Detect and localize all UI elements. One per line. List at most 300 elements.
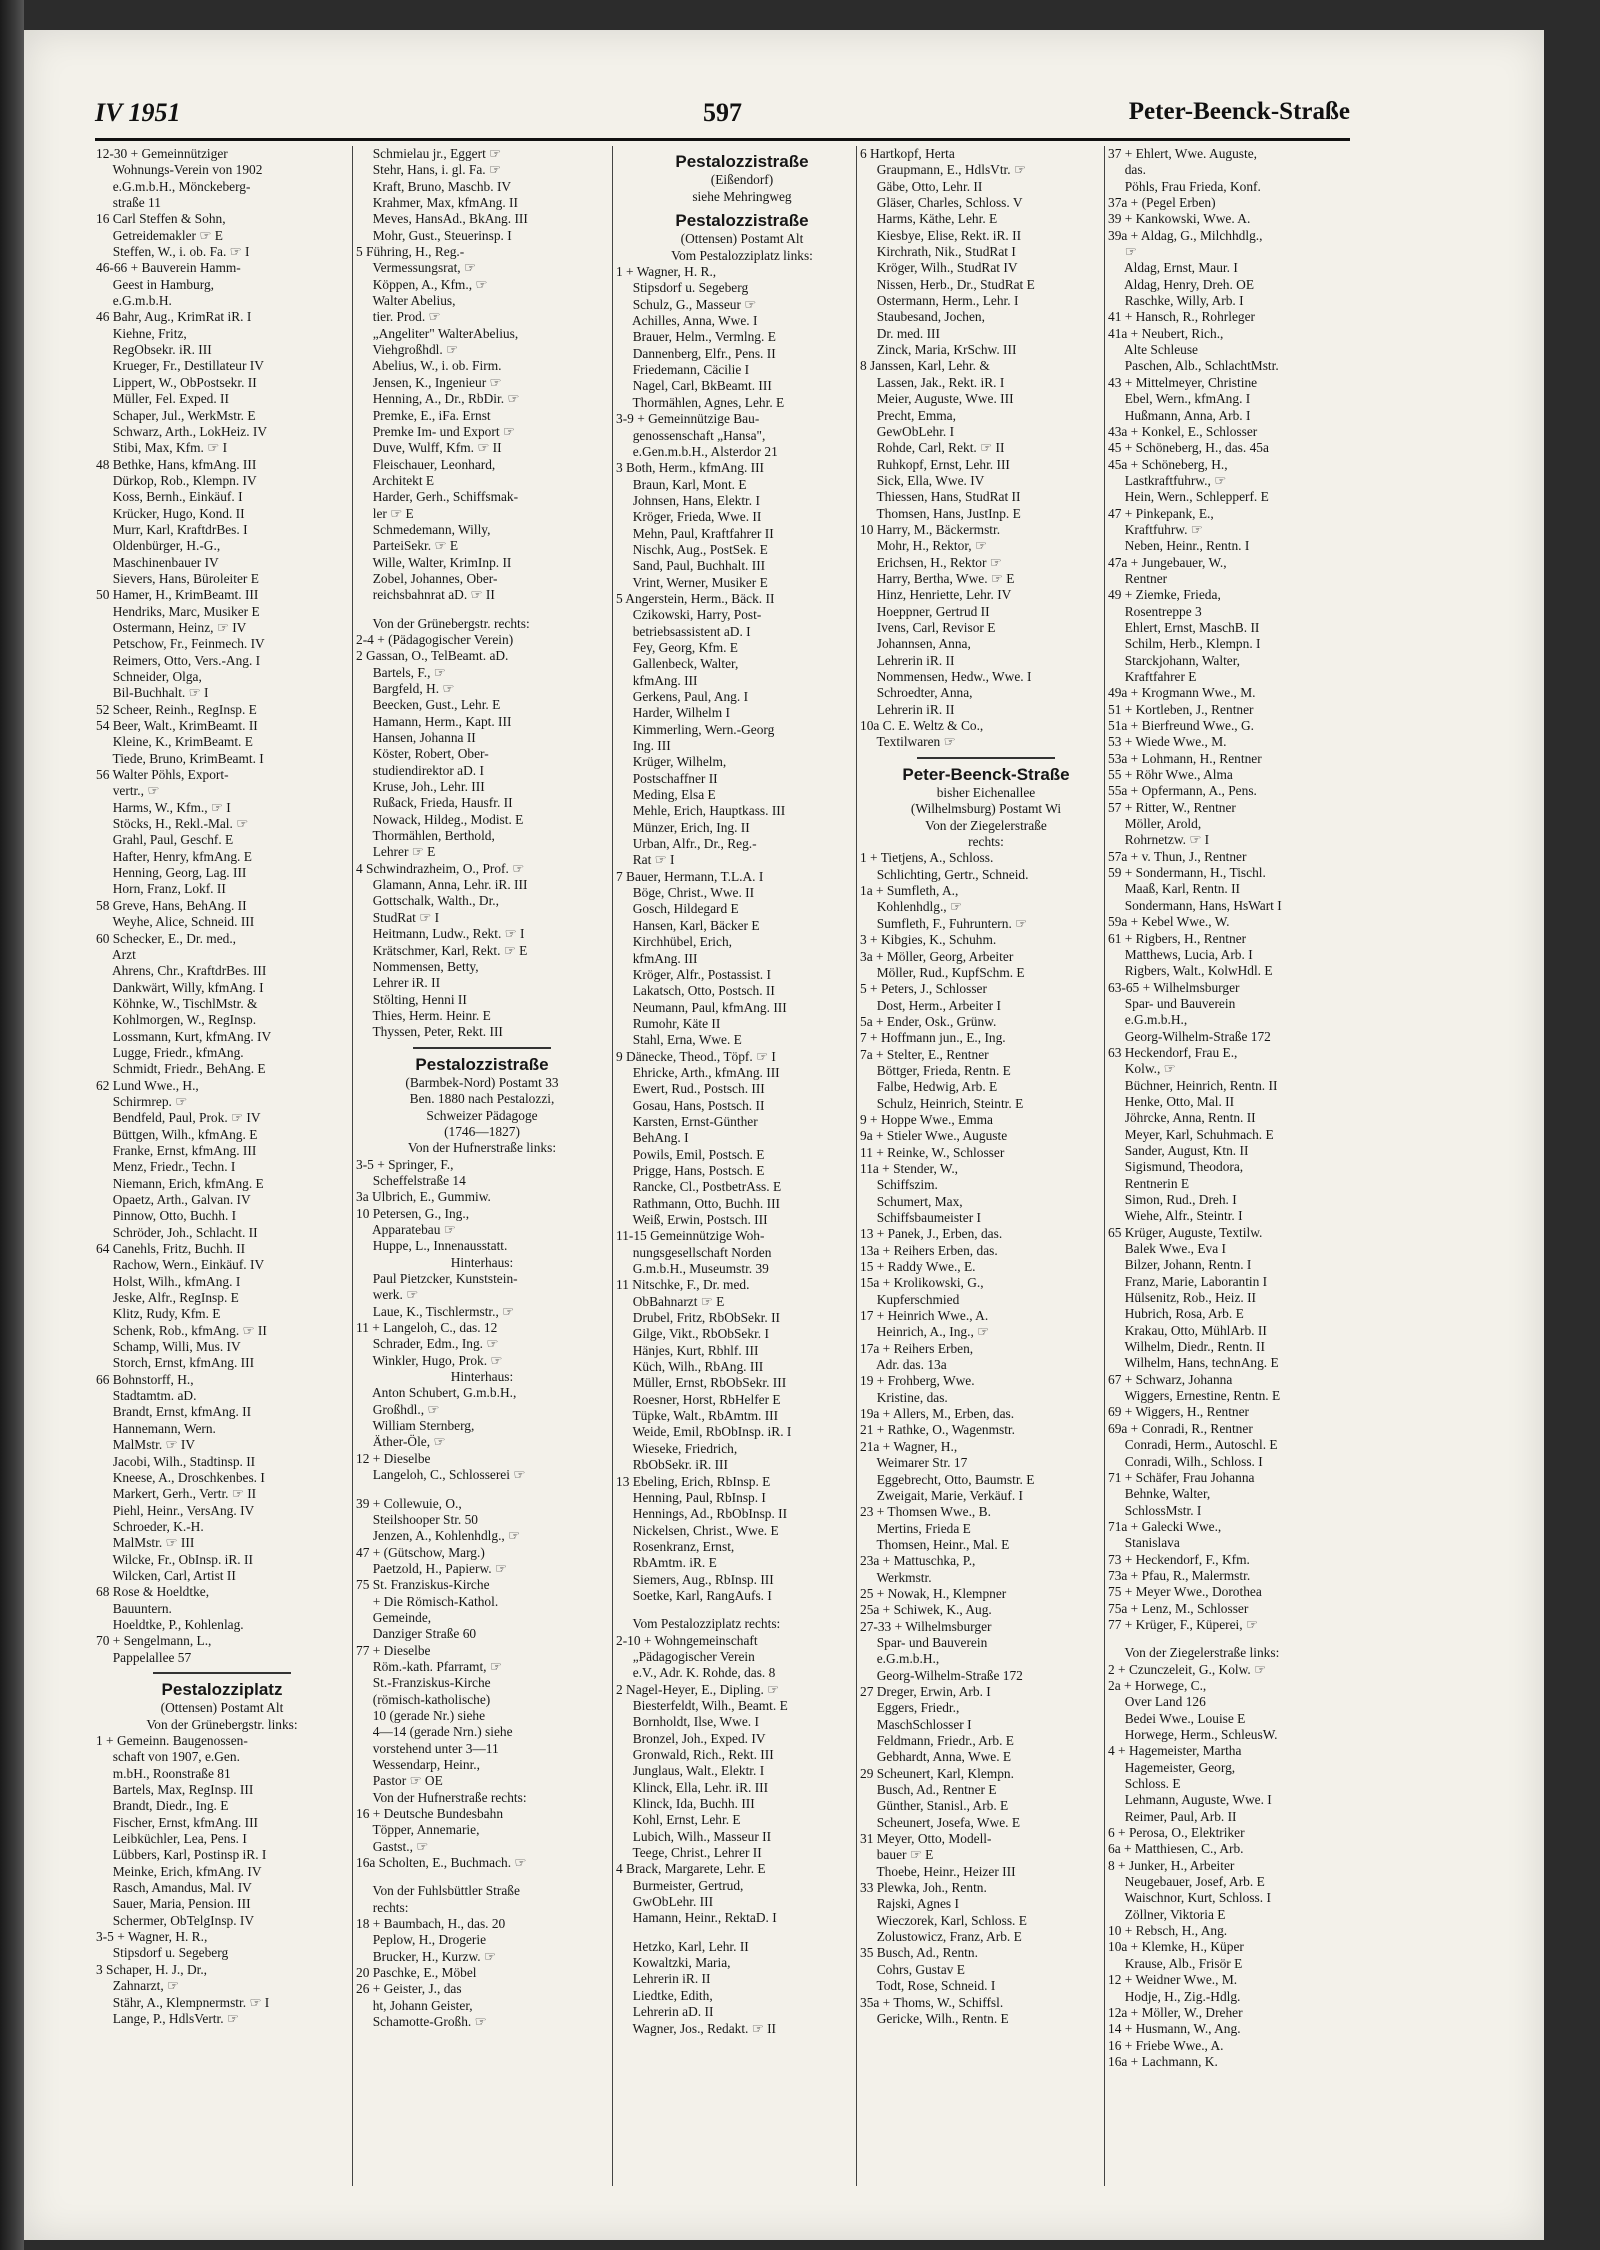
directory-entry: Schmielau jr., Eggert ☞ [356, 146, 502, 161]
directory-entry: Schaper, Jul., WerkMstr. E [96, 407, 256, 423]
directory-entry: Leibküchler, Lea, Pens. I [96, 1831, 247, 1847]
directory-entry: Textilwaren ☞ [860, 734, 956, 750]
directory-entry: Bauuntern. [96, 1600, 172, 1616]
directory-entry: Opaetz, Arth., Galvan. IV [96, 1192, 251, 1207]
directory-entry: 31 Meyer, Otto, Modell- [860, 1831, 992, 1847]
directory-entry: 5 Angerstein, Herm., Bäck. II [616, 590, 775, 606]
directory-entry: m.bH., Roonstraße 81 [96, 1765, 231, 1781]
directory-entry: Johannsen, Anna, [860, 636, 971, 652]
directory-entry: + Die Römisch-Kathol. [356, 1593, 499, 1609]
directory-entry: Hänjes, Kurt, Rbhlf. III [616, 1342, 759, 1358]
directory-entry: Ewert, Rud., Postsch. III [616, 1081, 765, 1097]
directory-entry: MalMstr. ☞ III [96, 1535, 195, 1551]
directory-entry: Nagel, Carl, BkBeamt. III [616, 378, 772, 394]
directory-entry: Soetke, Karl, RangAufs. I [616, 1587, 772, 1603]
directory-entry: 2 Gassan, O., TelBeamt. aD. [356, 648, 509, 664]
directory-entry: Vermessungsrat, ☞ [356, 260, 476, 276]
directory-entry: RbObSekr. iR. III [616, 1457, 728, 1473]
directory-entry: Gottschalk, Walth., Dr., [356, 893, 499, 909]
directory-entry: Lehrerin iR. II [616, 1971, 711, 1987]
directory-entry: Kirchrath, Nik., StudRat I [860, 244, 1016, 260]
spacer [616, 1604, 868, 1616]
directory-entry: Meding, Elsa E [616, 787, 716, 803]
directory-entry: 43 + Mittelmeyer, Christine [1108, 374, 1258, 390]
directory-entry: Schumert, Max, [860, 1193, 963, 1209]
directory-entry: Kristine, das. [860, 1389, 948, 1405]
directory-entry: Hinz, Henriette, Lehr. IV [860, 587, 1012, 603]
directory-entry: Cohrs, Gustav E [860, 1961, 965, 1977]
directory-entry: Dost, Herm., Arbeiter I [860, 997, 1001, 1013]
directory-entry: Conradi, Herm., Autoschl. E [1108, 1437, 1278, 1453]
directory-entry: rechts: [356, 1899, 409, 1915]
directory-entry: 9 Dänecke, Theod., Töpf. ☞ I [616, 1048, 776, 1064]
directory-entry: Fischer, Ernst, kfmAng. III [96, 1814, 258, 1830]
directory-entry: Rigbers, Walt., KolwHdl. E [1108, 963, 1273, 979]
directory-entry: Georg-Wilhelm-Straße 172 [860, 1667, 1023, 1683]
directory-entry: Anton Schubert, G.m.b.H., [356, 1385, 517, 1401]
directory-entry: 15 + Raddy Wwe., E. [860, 1259, 976, 1275]
directory-entry: 3 + Kibgies, K., Schuhm. [860, 932, 997, 948]
directory-entry: 8 + Junker, H., Arbeiter [1108, 1857, 1235, 1873]
directory-entry: Karsten, Ernst-Günther [616, 1113, 758, 1129]
directory-entry: Rachow, Wern., Einkäuf. IV [96, 1257, 265, 1273]
directory-entry: Maschinenbauer IV [96, 554, 219, 570]
directory-entry: Von der Fuhlsbüttler Straße [356, 1883, 520, 1899]
directory-entry: 39a + Aldag, G., Milchhdlg., [1108, 227, 1263, 243]
spacer [356, 1484, 608, 1496]
directory-entry: 23a + Mattuschka, P., [860, 1553, 976, 1569]
directory-entry: Stanislava [1108, 1535, 1180, 1551]
directory-entry: Sauer, Maria, Pension. III [96, 1896, 251, 1912]
directory-entry: 4 + Hagemeister, Martha [1108, 1743, 1242, 1759]
directory-entry: Schulz, G., Masseur ☞ [616, 296, 757, 312]
directory-entry: Günther, Stanisl., Arb. E [860, 1798, 1009, 1814]
directory-entry: Rosentreppe 3 [1108, 603, 1202, 619]
directory-entry: Hansen, Johanna II [356, 730, 476, 746]
directory-entry: Töpper, Annemarie, [356, 1822, 480, 1838]
directory-entry: 10 Harry, M., Bäckermstr. [860, 521, 1001, 537]
directory-entry: Bronzel, Joh., Exped. IV [616, 1730, 766, 1746]
directory-entry: Ing. III [616, 738, 671, 754]
directory-entry: Wessendarp, Heinr., [356, 1757, 480, 1772]
directory-entry: Lossmann, Kurt, kfmAng. IV [96, 1028, 272, 1044]
directory-entry: 77 + Dieselbe [356, 1642, 431, 1658]
street-heading: Pestalozzistraße [675, 152, 809, 171]
directory-entry: 51 + Kortleben, J., Rentner [1108, 701, 1254, 717]
directory-entry: Krakau, Otto, MühlArb. II [1108, 1322, 1267, 1338]
directory-entry: Zolustowicz, Franz, Arb. E [860, 1929, 1022, 1945]
directory-entry: Rumohr, Käte II [616, 1015, 721, 1031]
directory-entry: Wohnungs-Verein von 1902 [96, 162, 263, 178]
directory-entry: 45a + Schöneberg, H., [1108, 456, 1228, 472]
directory-entry: 73 + Heckendorf, F., Kfm. [1108, 1551, 1250, 1567]
directory-entry: Kohl, Ernst, Lehr. E [616, 1812, 741, 1828]
street-note: Ben. 1880 nach Pestalozzi, [409, 1091, 555, 1107]
directory-entry: Schulz, Heinrich, Steintr. E [860, 1095, 1024, 1111]
street-note: (Ottensen) Postamt Alt [160, 1700, 284, 1716]
directory-entry: Maaß, Karl, Rentn. II [1108, 881, 1241, 897]
directory-entry: 21a + Wagner, H., [860, 1438, 958, 1454]
directory-entry: Raschke, Willy, Arb. I [1108, 293, 1244, 309]
section-separator [153, 1672, 292, 1674]
directory-entry: Klitz, Rudy, Kfm. E [96, 1306, 221, 1322]
directory-entry: Hodje, H., Zig.-Hdlg. [1108, 1988, 1241, 2004]
directory-entry: 33 Plewka, Joh., Rentn. [860, 1880, 987, 1896]
directory-entry: 13 Ebeling, Erich, RbInsp. E [616, 1473, 771, 1489]
directory-entry: e.G.m.b.H., Mönckeberg- [96, 178, 251, 194]
directory-entry: 53 + Wiede Wwe., M. [1108, 734, 1227, 750]
directory-entry: Sievers, Hans, Büroleiter E [96, 570, 259, 586]
directory-entry: 18 + Baumbach, H., das. 20 [356, 1916, 506, 1932]
directory-entry: Piehl, Heinr., VersAng. IV [96, 1502, 255, 1518]
directory-entry: Duve, Wulff, Kfm. ☞ II [356, 440, 502, 456]
directory-entry: Henning, Georg, Lag. III [96, 865, 247, 881]
directory-entry: Thormählen, Berthold, [356, 828, 495, 844]
directory-entry: 48 Bethke, Hans, kfmAng. III [96, 456, 257, 472]
directory-entry: Schamp, Willi, Mus. IV [96, 1339, 241, 1355]
directory-entry: Paetzold, H., Papierw. ☞ [356, 1560, 507, 1576]
street-note: Hinterhaus: [450, 1254, 514, 1270]
directory-entry: 25a + Schiwek, K., Aug. [860, 1602, 992, 1618]
directory-entry: 69 + Wiggers, H., Rentner [1108, 1404, 1250, 1420]
directory-entry: Hülsenitz, Rob., Heiz. II [1108, 1290, 1257, 1306]
directory-entry: Staubesand, Jochen, [860, 309, 985, 325]
directory-entry: Fey, Georg, Kfm. E [616, 639, 738, 655]
directory-entry: 1 + Gemeinn. Baugenossen- [96, 1733, 248, 1748]
directory-entry: Schrader, Edm., Ing. ☞ [356, 1336, 499, 1352]
directory-entry: Pastor ☞ OE [356, 1773, 443, 1789]
directory-entry: Weide, Emil, RbObInsp. iR. I [616, 1424, 792, 1440]
directory-entry: Kröger, Frieda, Wwe. II [616, 509, 762, 525]
directory-entry: 6 + Perosa, O., Elektriker [1108, 1825, 1245, 1841]
street-note: Schweizer Pädagoge [426, 1107, 538, 1123]
directory-entry: Wieczorek, Karl, Schloss. E [860, 1912, 1027, 1928]
directory-entry: Gäbe, Otto, Lehr. II [860, 178, 983, 194]
directory-entry: Kolw., ☞ [1108, 1061, 1176, 1077]
directory-entry: 57a + v. Thun, J., Rentner [1108, 848, 1247, 864]
directory-entry: Balek Wwe., Eva I [1108, 1241, 1226, 1257]
directory-entry: Schloss. E [1108, 1776, 1181, 1792]
directory-entry: kfmAng. III [616, 672, 698, 688]
directory-entry: Ehricke, Arth., kfmAng. III [616, 1064, 780, 1080]
directory-entry: 63 Heckendorf, Frau E., [1108, 1044, 1238, 1060]
directory-entry: Holst, Wilh., kfmAng. I [96, 1273, 241, 1289]
directory-entry: 3-9 + Gemeinnützige Bau- [616, 411, 760, 427]
directory-entry: 77 + Krüger, F., Küperei, ☞ [1108, 1616, 1258, 1632]
directory-entry: Ostermann, Herm., Lehr. I [860, 293, 1019, 309]
directory-entry: Hetzko, Karl, Lehr. II [616, 1938, 749, 1954]
directory-entry: Harder, Gerh., Schiffsmak- [356, 489, 519, 505]
directory-entry: Architekt E [356, 472, 435, 488]
directory-entry: Gemeinde, [356, 1609, 432, 1625]
directory-entry: Koss, Bernh., Einkäuf. I [96, 489, 243, 505]
directory-entry: 2 + Czunczeleit, G., Kolw. ☞ [1108, 1661, 1267, 1677]
directory-entry: Prigge, Hans, Postsch. E [616, 1162, 765, 1178]
street-heading: Peter-Beenck-Straße [902, 764, 1070, 784]
directory-entry: 16 + Deutsche Bundesbahn [356, 1806, 504, 1822]
directory-entry: e.Gen.m.b.H., Alsterdor 21 [616, 443, 778, 459]
directory-entry: Krueger, Fr., Destillateur IV [96, 358, 264, 374]
directory-entry: kfmAng. III [616, 950, 698, 966]
directory-entry: Powils, Emil, Postsch. E [616, 1146, 765, 1162]
directory-entry: Schroedter, Anna, [860, 685, 973, 701]
directory-entry: das. [1108, 162, 1146, 178]
directory-entry: Oldenbürger, H.-G., [96, 538, 221, 554]
directory-entry: Dankwärt, Willy, kfmAng. I [96, 979, 264, 995]
directory-entry: ObBahnarzt ☞ E [616, 1293, 725, 1309]
directory-entry: 12-30 + Gemeinnütziger [96, 146, 228, 161]
directory-entry: Laue, K., Tischlermstr., ☞ [356, 1303, 515, 1319]
column-5 [1108, 146, 1360, 2196]
directory-entry: Arzt [96, 946, 136, 962]
directory-entry: Adr. das. 13a [860, 1357, 947, 1373]
street-note: Vom Pestalozziplatz links: [671, 247, 813, 263]
directory-entry: Krahmer, Max, kfmAng. II [356, 195, 518, 211]
directory-entry: Bendfeld, Paul, Prok. ☞ IV [96, 1110, 261, 1126]
directory-entry: Müller, Ernst, RbObSekr. III [616, 1375, 787, 1391]
directory-entry: 47 + (Gütschow, Marg.) [356, 1544, 485, 1560]
directory-entry: 64 Canehls, Fritz, Buchh. II [96, 1241, 246, 1257]
directory-entry: Kleine, K., KrimBeamt. E [96, 734, 253, 750]
directory-entry: 41 + Hansch, R., Rohrleger [1108, 309, 1256, 325]
directory-entry: Danziger Straße 60 [356, 1626, 477, 1642]
directory-entry: Zöllner, Viktoria E [1108, 1906, 1226, 1922]
directory-entry: schaft von 1907, e.Gen. [96, 1749, 240, 1765]
directory-entry: Peplow, H., Drogerie [356, 1932, 487, 1948]
directory-entry: 6a + Matthiesen, C., Arb. [1108, 1841, 1244, 1857]
directory-entry: Gerkens, Paul, Ang. I [616, 689, 749, 704]
directory-entry: Mehle, Erich, Hauptkass. III [616, 803, 786, 819]
directory-entry: 71a + Galecki Wwe., [1108, 1518, 1222, 1534]
directory-entry: 75 + Meyer Wwe., Dorothea [1108, 1584, 1262, 1600]
directory-entry: Schlichting, Gertr., Schneid. [860, 866, 1029, 882]
directory-entry: Nickelsen, Christ., Wwe. E [616, 1522, 779, 1538]
directory-entry: Schamotte-Großh. ☞ [356, 2014, 487, 2030]
directory-entry: Rat ☞ I [616, 852, 675, 868]
directory-entry: Stibi, Max, Kfm. ☞ I [96, 440, 228, 456]
directory-entry: 43a + Konkel, E., Schlosser [1108, 423, 1258, 439]
directory-entry: 57 + Ritter, W., Rentner [1108, 799, 1236, 815]
directory-entry: Rosenkranz, Ernst, [616, 1538, 735, 1554]
directory-entry: Rajski, Agnes I [860, 1896, 959, 1912]
directory-entry: 62 Lund Wwe., H., [96, 1077, 199, 1093]
street-note: rechts: [968, 834, 1004, 850]
directory-entry: Lübbers, Karl, Postinsp iR. I [96, 1847, 267, 1863]
directory-entry: Sander, August, Ktn. II [1108, 1142, 1249, 1158]
directory-entry: Georg-Wilhelm-Straße 172 [1108, 1028, 1271, 1044]
directory-entry: Markert, Gerh., Vertr. ☞ II [96, 1486, 257, 1502]
directory-entry: Burmeister, Gertrud, [616, 1877, 744, 1893]
directory-entry: Paul Pietzcker, Kunststein- [356, 1271, 518, 1287]
spacer [616, 1927, 868, 1939]
directory-entry: Lassen, Jak., Rekt. iR. I [860, 374, 1005, 390]
directory-entry: 4 Brack, Margarete, Lehr. E [616, 1861, 766, 1877]
directory-entry: 75 St. Franziskus-Kirche [356, 1577, 490, 1593]
directory-entry: 47 + Pinkepank, E., [1108, 505, 1214, 521]
directory-entry: Kiehne, Fritz, [96, 325, 187, 341]
directory-entry: Büttgen, Wilh., kfmAng. E [96, 1126, 258, 1142]
directory-entry: 9 + Hoppe Wwe., Emma [860, 1111, 993, 1127]
column-divider [612, 146, 613, 2186]
directory-entry: Neumann, Paul, kfmAng. III [616, 999, 787, 1015]
directory-entry: 3-5 + Wagner, H. R., [96, 1929, 208, 1945]
directory-entry: St.-Franziskus-Kirche [356, 1675, 491, 1691]
directory-entry: Zahnarzt, ☞ [96, 1978, 180, 1994]
directory-entry: 10 + Rebsch, H., Ang. [1108, 1923, 1228, 1939]
directory-entry: Erichsen, H., Rektor ☞ [860, 554, 1002, 570]
directory-entry: Aldag, Ernst, Maur. I [1108, 260, 1238, 276]
directory-entry: Wilhelm, Hans, technAng. E [1108, 1355, 1279, 1371]
directory-entry: Simon, Rud., Dreh. I [1108, 1192, 1237, 1207]
directory-entry: 59a + Kebel Wwe., W. [1108, 914, 1230, 930]
directory-entry: Henke, Otto, Mal. II [1108, 1093, 1235, 1109]
directory-entry: Geest in Hamburg, [96, 276, 215, 292]
directory-entry: 55a + Opfermann, A., Pens. [1108, 783, 1257, 799]
directory-entry: 16 + Friebe Wwe., A. [1108, 2037, 1224, 2053]
directory-entry: Möller, Arold, [1108, 816, 1202, 832]
directory-entry: Dr. med. III [860, 325, 940, 341]
directory-entry: Sigismund, Theodora, [1108, 1159, 1244, 1175]
directory-entry: Lehmann, Auguste, Wwe. I [1108, 1792, 1272, 1808]
directory-entry: Brandt, Ernst, kfmAng. II [96, 1404, 252, 1420]
directory-entry: 67 + Schwarz, Johanna [1108, 1371, 1233, 1387]
directory-entry: Mohr, Gust., Steuerinsp. I [356, 227, 512, 243]
directory-entry: Schneider, Olga, [96, 669, 202, 684]
street-note: (1746—1827) [444, 1123, 520, 1139]
directory-entry: Hubrich, Rosa, Arb. E [1108, 1306, 1244, 1322]
directory-entry: 3 Both, Herm., kfmAng. III [616, 460, 765, 476]
directory-entry: Eggers, Friedr., [860, 1700, 960, 1716]
directory-entry: Alte Schleuse [1108, 342, 1199, 358]
directory-entry: Paschen, Alb., SchlachtMstr. [1108, 358, 1279, 374]
directory-entry: Stahl, Erna, Wwe. E [616, 1032, 742, 1048]
directory-entry: 11 + Langeloh, C., das. 12 [356, 1320, 498, 1336]
directory-entry: Krätschmer, Karl, Rekt. ☞ E [356, 942, 528, 958]
street-note: bisher Eichenallee [936, 785, 1036, 801]
directory-entry: BehAng. I [616, 1130, 689, 1146]
directory-entry: Hamann, Herm., Kapt. III [356, 713, 512, 729]
directory-entry: 12a + Möller, W., Dreher [1108, 2004, 1243, 2020]
directory-entry: 63-65 + Wilhelmsburger [1108, 979, 1240, 995]
directory-entry: vorstehend unter 3—11 [356, 1740, 499, 1756]
directory-entry: Scheffelstraße 14 [356, 1172, 466, 1188]
directory-entry: 17a + Reihers Erben, [860, 1340, 974, 1356]
directory-entry: Von der Hufnerstraße rechts: [356, 1789, 527, 1805]
directory-entry: Vom Pestalozziplatz rechts: [616, 1616, 781, 1632]
directory-entry: Sumfleth, F., Fuhruntern. ☞ [860, 915, 1028, 931]
directory-entry: Pappelallee 57 [96, 1649, 192, 1665]
directory-entry: Apparatebau ☞ [356, 1222, 456, 1237]
directory-entry: Horn, Franz, Lokf. II [96, 881, 226, 897]
directory-entry: Sondermann, Hans, HsWart I [1108, 897, 1282, 913]
directory-entry: 4—14 (gerade Nrn.) siehe [356, 1724, 513, 1740]
directory-entry: Weyhe, Alice, Schneid. III [96, 914, 255, 930]
directory-entry: Lugge, Friedr., kfmAng. [96, 1044, 244, 1060]
directory-entry: Tüpke, Walt., RbAmtm. III [616, 1408, 779, 1424]
street-note: (Ottensen) Postamt Alt [680, 231, 804, 247]
directory-entry: Hafter, Henry, kfmAng. E [96, 848, 252, 864]
directory-entry: 59 + Sondermann, H., Tischl. [1108, 865, 1266, 881]
directory-entry: Schmidt, Friedr., BehAng. E [96, 1061, 266, 1077]
directory-entry: Menz, Friedr., Techn. I [96, 1159, 236, 1175]
directory-entry: „Angeliter" WalterAbelius, [356, 325, 519, 341]
directory-entry: 14 + Husmann, W., Ang. [1108, 2021, 1241, 2037]
directory-entry: 3 Schaper, H. J., Dr., [96, 1961, 208, 1977]
directory-entry: 29 Scheunert, Karl, Klempn. [860, 1765, 1014, 1781]
directory-entry: Teege, Christ., Lehrer II [616, 1845, 762, 1861]
directory-entry: 2-10 + Wohngemeinschaft [616, 1632, 758, 1648]
directory-entry: 4 Schwindrazheim, O., Prof. ☞ [356, 860, 525, 876]
directory-entry: Sick, Ella, Wwe. IV [860, 472, 985, 488]
directory-entry: Küch, Wilh., RbAng. III [616, 1359, 764, 1375]
directory-entry: e.G.m.b.H., [1108, 1012, 1188, 1028]
directory-entry: Hußmann, Anna, Arb. I [1108, 407, 1251, 423]
directory-entry: Lehrerin iR. II [860, 652, 955, 668]
directory-entry: Mertins, Frieda E [860, 1520, 971, 1536]
street-note: Von der Grünebergstr. links: [146, 1716, 298, 1732]
directory-entry: Braun, Karl, Mont. E [616, 476, 747, 492]
street-note: Hinterhaus: [450, 1369, 514, 1385]
street-note: Von der Hufnerstraße links: [407, 1140, 557, 1156]
directory-entry: 39 + Kankowski, Wwe. A. [1108, 211, 1251, 227]
directory-entry: Köster, Robert, Ober- [356, 746, 489, 762]
directory-entry: 55 + Röhr Wwe., Alma [1108, 767, 1233, 783]
directory-entry: Lehrerin iR. II [860, 701, 955, 717]
directory-entry: 45 + Schöneberg, H., das. 45a [1108, 440, 1269, 456]
section-separator [917, 757, 1056, 759]
directory-entry: 47a + Jungebauer, W., [1108, 554, 1227, 570]
directory-entry: 65 Krüger, Auguste, Textilw. [1108, 1224, 1263, 1240]
directory-entry: Stipsdorf u. Segeberg [616, 280, 749, 296]
directory-entry: 10a C. E. Weltz & Co., [860, 718, 984, 734]
directory-entry: 53a + Lohmann, H., Rentner [1108, 750, 1262, 766]
directory-entry: 8 Janssen, Karl, Lehr. & [860, 358, 990, 374]
directory-entry: Postschaffner II [616, 770, 718, 786]
directory-entry: 7 + Hoffmann jun., E., Ing. [860, 1030, 1006, 1046]
directory-entry: 60 Schecker, E., Dr. med., [96, 930, 237, 946]
directory-entry: 23 + Thomsen Wwe., B. [860, 1504, 991, 1520]
directory-entry: Jeske, Alfr., RegInsp. E [96, 1290, 239, 1306]
directory-entry: Premke, E., iFa. Ernst [356, 407, 491, 423]
column-divider [1104, 146, 1105, 2186]
directory-entry: Gosch, Hildegard E [616, 901, 739, 917]
directory-entry: Thiessen, Hans, StudRat II [860, 489, 1021, 505]
directory-entry: 46 Bahr, Aug., KrimRat iR. I [96, 309, 252, 325]
street-heading: Pestalozzistraße [415, 1054, 549, 1074]
directory-entry: Lakatsch, Otto, Postsch. II [616, 983, 775, 999]
spacer [1108, 1633, 1360, 1645]
directory-entry: Lubich, Wilh., Masseur II [616, 1828, 772, 1844]
directory-entry: 21 + Rathke, O., Wagenmstr. [860, 1422, 1015, 1438]
directory-entry: Lehrerin aD. II [616, 2004, 714, 2020]
directory-entry: Stipsdorf u. Segeberg [96, 1945, 229, 1961]
directory-entry: 70 + Sengelmann, L., [96, 1633, 212, 1649]
directory-entry: Nommensen, Betty, [356, 958, 479, 974]
directory-entry: ht, Johann Geister, [356, 1997, 473, 2013]
directory-entry: Gilge, Vikt., RbObSekr. I [616, 1326, 769, 1342]
directory-entry: 3-5 + Springer, F., [356, 1156, 454, 1172]
directory-entry: Henning, Paul, RbInsp. I [616, 1489, 766, 1505]
directory-entry: Friedemann, Cäcilie I [616, 362, 750, 378]
directory-entry: 6 Hartkopf, Herta [860, 146, 955, 161]
directory-entry: Vrint, Werner, Musiker E [616, 574, 768, 590]
directory-entry: Johnsen, Hans, Elektr. I [616, 492, 760, 508]
directory-entry: Jacobi, Wilh., Stadtinsp. II [96, 1453, 256, 1469]
directory-entry: Franz, Marie, Laborantin I [1108, 1273, 1268, 1289]
directory-entry: 1 + Wagner, H. R., [616, 264, 717, 280]
directory-entry: 13a + Reihers Erben, das. [860, 1242, 998, 1258]
column-divider [856, 146, 857, 2186]
